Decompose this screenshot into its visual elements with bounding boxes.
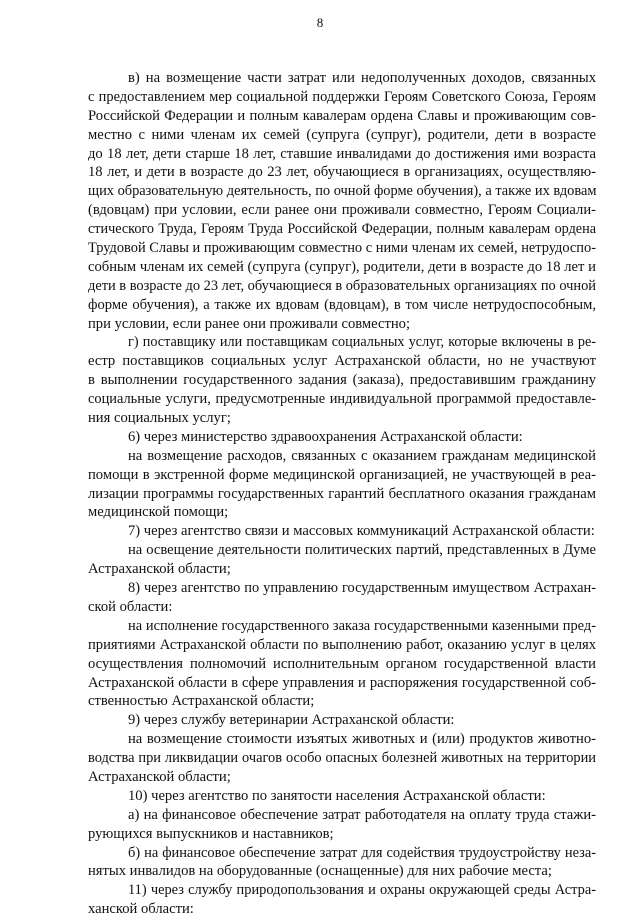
text-line: медицинской помощи; bbox=[88, 504, 229, 521]
text-line: (вдовцам) при условии, если ранее они проживали совместно, Героям Социали- bbox=[88, 202, 596, 219]
text-line: нятых инвалидов на оборудованные (оснащенные) для них рабочие места; bbox=[88, 863, 552, 880]
text-line: осуществления полномочий исполнительным органом государственной власти bbox=[88, 655, 596, 672]
text-line: Трудовой Славы и проживающим совместно с ними членам их семей, нетрудоспо- bbox=[88, 240, 596, 257]
text-line: 7) через агентство связи и массовых коммуникаций Астраханской области: bbox=[128, 523, 595, 540]
text-line: г) поставщику или поставщикам социальных услуг, которые включены в ре- bbox=[128, 334, 596, 351]
text-line: на исполнение государственного заказа государственными казенными пред- bbox=[128, 617, 596, 634]
text-line: ханской области: bbox=[88, 901, 194, 918]
body-text bbox=[88, 69, 596, 919]
text-line: приятиями Астраханской области по выполнению работ, оказанию услуг в целях bbox=[88, 636, 596, 653]
text-line: при условии, если ранее они проживали совместно; bbox=[88, 315, 411, 332]
text-line: с предоставлением мер социальной поддержки Героям Советского Союза, Героям bbox=[88, 88, 596, 105]
text-line: в выполнении государственного задания (заказа), предоставившим гражданину bbox=[88, 372, 596, 389]
page-number: 8 bbox=[316, 15, 324, 30]
text-line: 6) через министерство здравоохранения Астраханской области: bbox=[128, 428, 523, 445]
text-line: щих образовательную деятельность, по очной форме обучения), а также их вдовам bbox=[88, 183, 597, 200]
text-line: 10) через агентство по занятости населения Астраханской области: bbox=[128, 787, 546, 804]
text-line: Российской Федерации и полным кавалерам ордена Славы и проживающим сов- bbox=[88, 107, 596, 124]
text-line: собным членам их семей (супруга (супруг), родители, дети в возрасте до 18 лет и bbox=[88, 258, 596, 275]
text-line: форме обучения), а также их вдовам (вдовцам), в том числе нетрудоспособным, bbox=[88, 296, 596, 313]
text-line: на возмещение расходов, связанных с оказанием гражданам медицинской bbox=[128, 447, 596, 464]
text-line: на возмещение стоимости изъятых животных и (или) продуктов животно- bbox=[128, 731, 596, 748]
text-line: Астраханской области; bbox=[88, 561, 231, 578]
text-line: 8) через агентство по управлению государственным имуществом Астрахан- bbox=[128, 580, 596, 597]
text-line: 9) через службу ветеринарии Астраханской области: bbox=[128, 712, 455, 729]
text-line: 11) через службу природопользования и охраны окружающей среды Астра- bbox=[128, 882, 596, 899]
text-line: социальные услуги, предусмотренные индивидуальной программой предоставле- bbox=[88, 391, 596, 408]
text-line: ской области: bbox=[88, 598, 173, 615]
text-line: естр поставщиков социальных услуг Астраханской области, но не участвуют bbox=[88, 353, 596, 370]
text-line: местно с ними членам их семей (супруга (супруг), родители, дети в возрасте bbox=[88, 126, 596, 143]
text-line: в) на возмещение части затрат или недополученных доходов, связанных bbox=[128, 70, 596, 86]
text-line: рующихся выпускников и наставников; bbox=[88, 825, 334, 842]
text-line: Астраханской области; bbox=[88, 768, 231, 785]
text-line: до 18 лет, дети старше 18 лет, ставшие инвалидами до достижения ими возраста bbox=[88, 145, 596, 162]
text-line: 18 лет, и дети в возрасте до 23 лет, обучающиеся в организациях, осуществляю- bbox=[88, 164, 596, 181]
text-line: лизации программы государственных гарантий бесплатного оказания гражданам bbox=[88, 485, 596, 502]
text-line: Астраханской области в сфере управления и распоряжения государственной соб- bbox=[88, 674, 596, 691]
text-line: б) на финансовое обеспечение затрат для содействия трудоустройству неза- bbox=[128, 844, 596, 861]
text-line: ственностью Астраханской области; bbox=[88, 693, 315, 710]
text-line: помощи в экстренной форме медицинской организацией, не участвующей в реа- bbox=[88, 466, 596, 483]
text-line: а) на финансовое обеспечение затрат работодателя на оплату труда стажи- bbox=[128, 806, 596, 823]
text-line: на освещение деятельности политических партий, представленных в Думе bbox=[128, 542, 596, 559]
text-line: ния социальных услуг; bbox=[88, 410, 231, 427]
text-line: стического Труда, Героям Труда Российской Федерации, полным кавалерам ордена bbox=[88, 221, 596, 238]
text-line: дети в возрасте до 23 лет, обучающиеся в образовательных организациях по очной bbox=[88, 277, 596, 294]
text-line: водства при ликвидации очагов особо опасных болезней животных на территории bbox=[88, 750, 596, 767]
